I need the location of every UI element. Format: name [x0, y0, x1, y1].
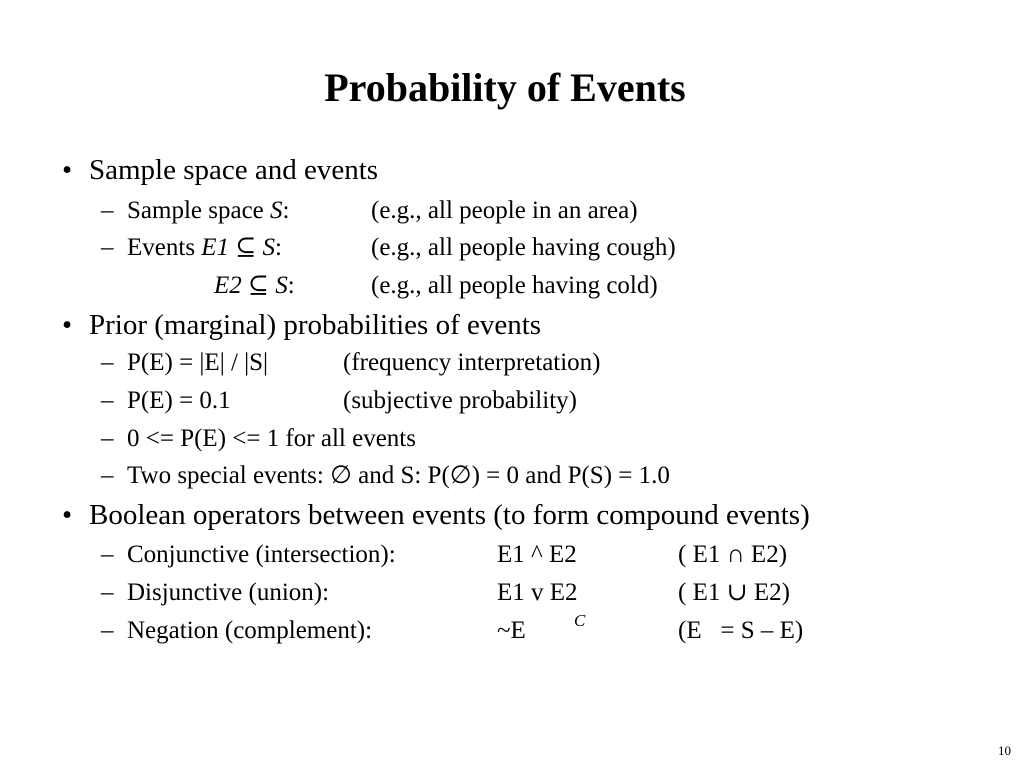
sample-space-example: (e.g., all people in an area): [371, 197, 638, 224]
events-e2-label: E2 ⊆ S:: [214, 272, 295, 299]
conjunctive-label: Conjunctive (intersection):: [127, 541, 396, 568]
subjective-description: (subjective probability): [343, 387, 577, 414]
union-icon: ∪: [726, 579, 748, 606]
bullet-marker: •: [62, 154, 73, 186]
frequency-description: (frequency interpretation): [343, 349, 601, 376]
bullet-marker: •: [62, 309, 73, 341]
events-e1-label: Events E1 ⊆ S:: [127, 234, 282, 261]
bullet-sample-space-and-events: Sample space and events: [89, 154, 379, 186]
disjunctive-expression: E1 v E2: [497, 579, 578, 606]
disjunctive-set: ( E1 ∪ E2): [678, 579, 790, 606]
negation-set: (E = S – E): [678, 617, 804, 644]
conjunctive-set: ( E1 ∩ E2): [678, 541, 788, 568]
sub-bullet-dash: –: [101, 425, 114, 452]
sub-bullet-dash: –: [101, 197, 114, 224]
probability-range: 0 <= P(E) <= 1 for all events: [127, 425, 416, 452]
special-events: Two special events: ∅ and S: P(∅) = 0 and P(S) = 1.0: [127, 462, 670, 489]
sub-bullet-dash: –: [101, 579, 114, 606]
sub-bullet-dash: –: [101, 541, 114, 568]
subjective-formula: P(E) = 0.1: [127, 387, 231, 414]
events-e1-example: (e.g., all people having cough): [371, 234, 676, 261]
bullet-boolean-operators: Boolean operators between events (to form compound events): [89, 499, 810, 531]
sub-bullet-dash: –: [101, 234, 114, 261]
page-number: 10: [998, 743, 1011, 758]
frequency-formula: P(E) = |E| / |S|: [127, 349, 269, 376]
disjunctive-label: Disjunctive (union):: [127, 579, 330, 606]
bullet-marker: •: [62, 499, 73, 531]
negation-expression: ~E: [497, 617, 526, 644]
empty-set-icon: ∅: [449, 462, 472, 489]
negation-label: Negation (complement):: [127, 617, 373, 644]
sub-bullet-dash: –: [101, 387, 114, 414]
intersection-icon: ∩: [726, 541, 745, 568]
sub-bullet-dash: –: [101, 617, 114, 644]
sample-space-label: Sample space S:: [127, 197, 290, 224]
empty-set-icon: ∅: [330, 462, 352, 489]
events-e2-example: (e.g., all people having cold): [371, 272, 658, 299]
conjunctive-expression: E1 ^ E2: [497, 541, 577, 568]
complement-superscript: C: [574, 611, 586, 630]
bullet-prior-probabilities: Prior (marginal) probabilities of events: [89, 309, 542, 341]
subset-icon: ⊆: [248, 272, 269, 299]
slide-title: Probability of Events: [324, 65, 686, 110]
sub-bullet-dash: –: [101, 462, 114, 489]
sub-bullet-dash: –: [101, 349, 114, 376]
subset-icon: ⊆: [235, 234, 257, 261]
